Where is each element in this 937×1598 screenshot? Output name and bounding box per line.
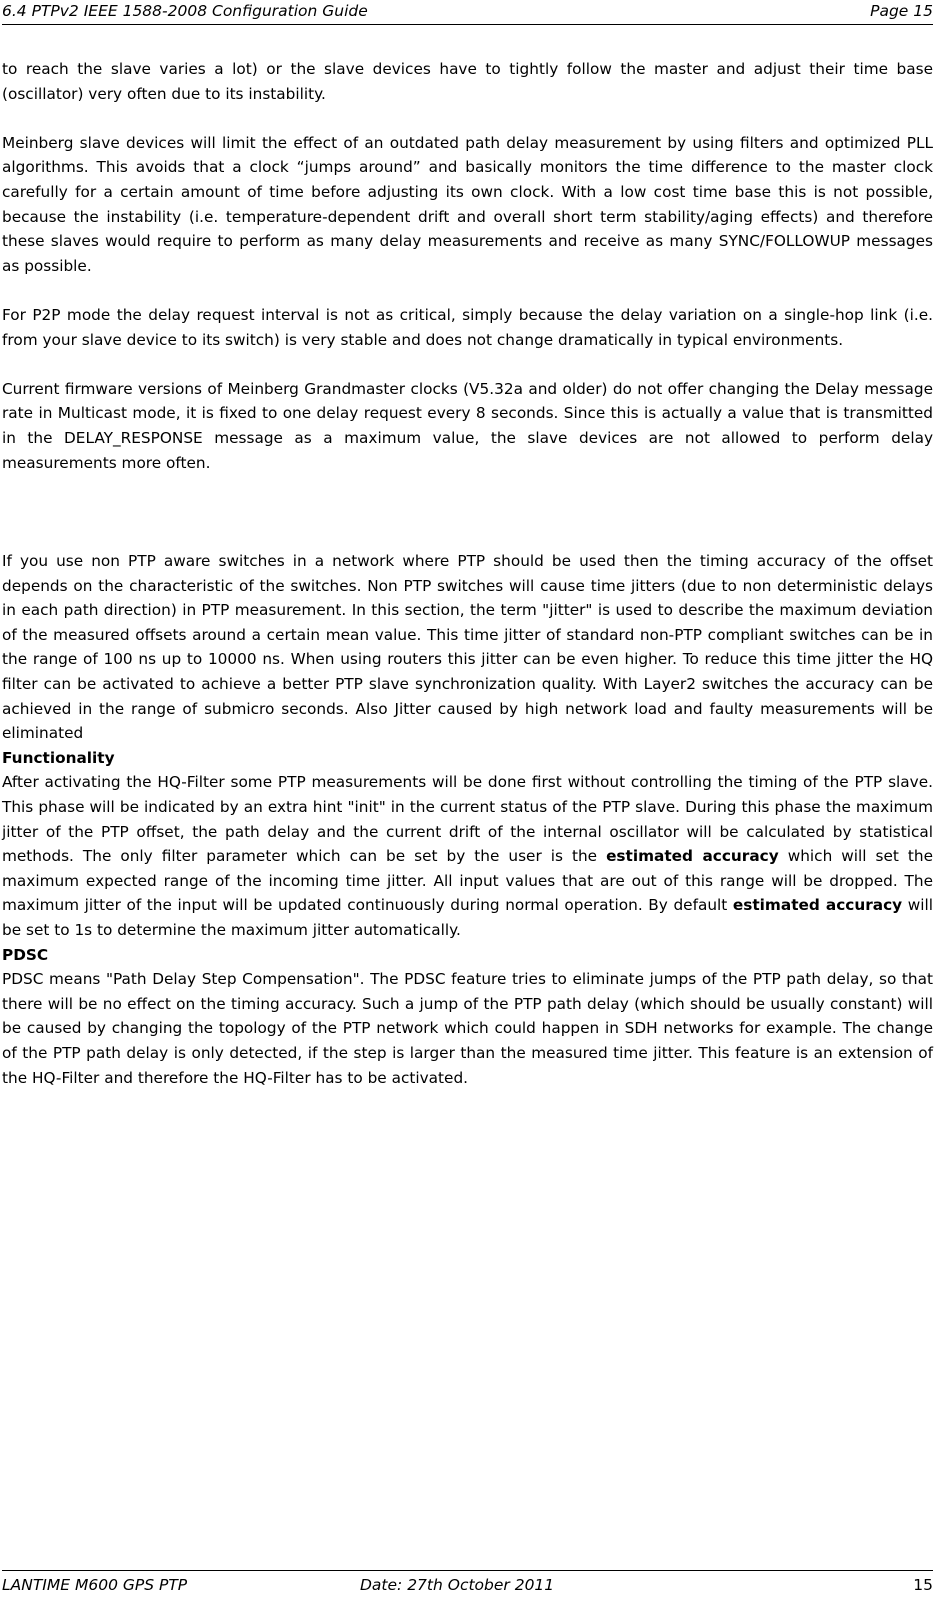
running-footer xyxy=(2,1570,933,1597)
functionality-text-c: will be set to 1s to determine the maximum jitter automatically. xyxy=(2,896,933,939)
paragraph-firmware-versions: Current firmware versions of Meinberg Grandmaster clocks (V5.32a and older) do not offer changing the Delay message rate in Multicast mode, it is fixed to one delay request every 8 seconds. Since this is actually a value that is transmitted in the DELAY_RESPONSE message as a maximum value, the slave devices are not allowed to perform delay measurements more often. xyxy=(2,379,933,472)
footer-product-name: LANTIME M600 GPS PTP xyxy=(2,1576,188,1594)
functionality-text-a: After activating the HQ-Filter some PTP measurements will be done first without controlling the timing of the PTP slave. This phase will be indicated by an extra hint "init" in the current status of the PTP slave. During this phase the maximum jitter of the PTP offset, the path delay and the current drift of the internal oscillator will be calculated by statistical methods. The only filter parameter which can be set by the user is the xyxy=(2,773,933,866)
footer-page-number: 15 xyxy=(913,1576,933,1594)
header-page-number: Page 15 xyxy=(870,2,933,20)
functionality-heading: Functionality xyxy=(2,748,115,767)
paragraph-oscillator: to reach the slave varies a lot) or the slave devices have to tightly follow the master and adjust their time base (oscillator) very often due to its instability. xyxy=(2,60,933,103)
paragraph-meinberg-filters: Meinberg slave devices will limit the effect of an outdated path delay measurement by using filters and optimized PLL algorithms. This avoids that a clock “jumps around” and basically monitors the time difference to the master clock carefully for a certain amount of time before adjusting its own clock. With a low cost time base this is not possible, because the instability (i.e. temperature-dependent drift and overall short term stability/aging effects) and therefore these slaves would require to perform as many delay measurements and receive as many SYNC/FOLLOWUP messages as possible. xyxy=(2,133,933,275)
functionality-text-b: which will set the maximum expected range of the incoming time jitter. All input values that are out of this range will be dropped. The maximum jitter of the input will be updated continuously during normal operation. By default xyxy=(2,847,933,915)
paragraph-non-ptp-switches: If you use non PTP aware switches in a network where PTP should be used then the timing accuracy of the offset depends on the characteristic of the switches. Non PTP switches will cause time jitters (due to non deterministic delays in each path direction) in PTP measurement. In this section, the term "jitter" is used to describe the maximum deviation of the measured offsets around a certain mean value. This time jitter of standard non-PTP compliant switches can be in the range of 100 ns up to 10000 ns. When using routers this jitter can be even higher. To reduce this time jitter the HQ filter can be activated to achieve a better PTP slave synchronization quality. With Layer2 switches the accuracy can be achieved in the range of submicro seconds. Also Jitter caused by high network load and faulty measurements will be eliminated xyxy=(2,552,933,743)
pdsc-heading: PDSC xyxy=(2,945,49,964)
estimated-accuracy-term: estimated accuracy xyxy=(606,847,779,866)
paragraph-pdsc: PDSC means "Path Delay Step Compensation". The PDSC feature tries to eliminate jumps of the PTP path delay, so that there will be no effect on the timing accuracy. Such a jump of the PTP path delay (which should be usually constant) will be caused by changing the topology of the PTP network which could happen in SDH networks for example. The change of the PTP path delay is only detected, if the step is larger than the measured time jitter. This feature is an extension of the HQ-Filter and therefore the HQ-Filter has to be activated. xyxy=(2,970,933,1087)
footer-date: Date: 27th October 2011 xyxy=(360,1576,555,1594)
paragraph-functionality xyxy=(2,770,933,942)
estimated-accuracy-term-default: estimated accuracy xyxy=(732,896,903,915)
header-section-title: 6.4 PTPv2 IEEE 1588-2008 Configuration Guide xyxy=(2,2,368,20)
running-header xyxy=(2,0,933,25)
paragraph-p2p-mode: For P2P mode the delay request interval is not as critical, simply because the delay variation on a single-hop link (i.e. from your slave device to its switch) is very stable and does not change dramatically in typical environments. xyxy=(2,305,933,349)
document-body xyxy=(2,57,933,1090)
